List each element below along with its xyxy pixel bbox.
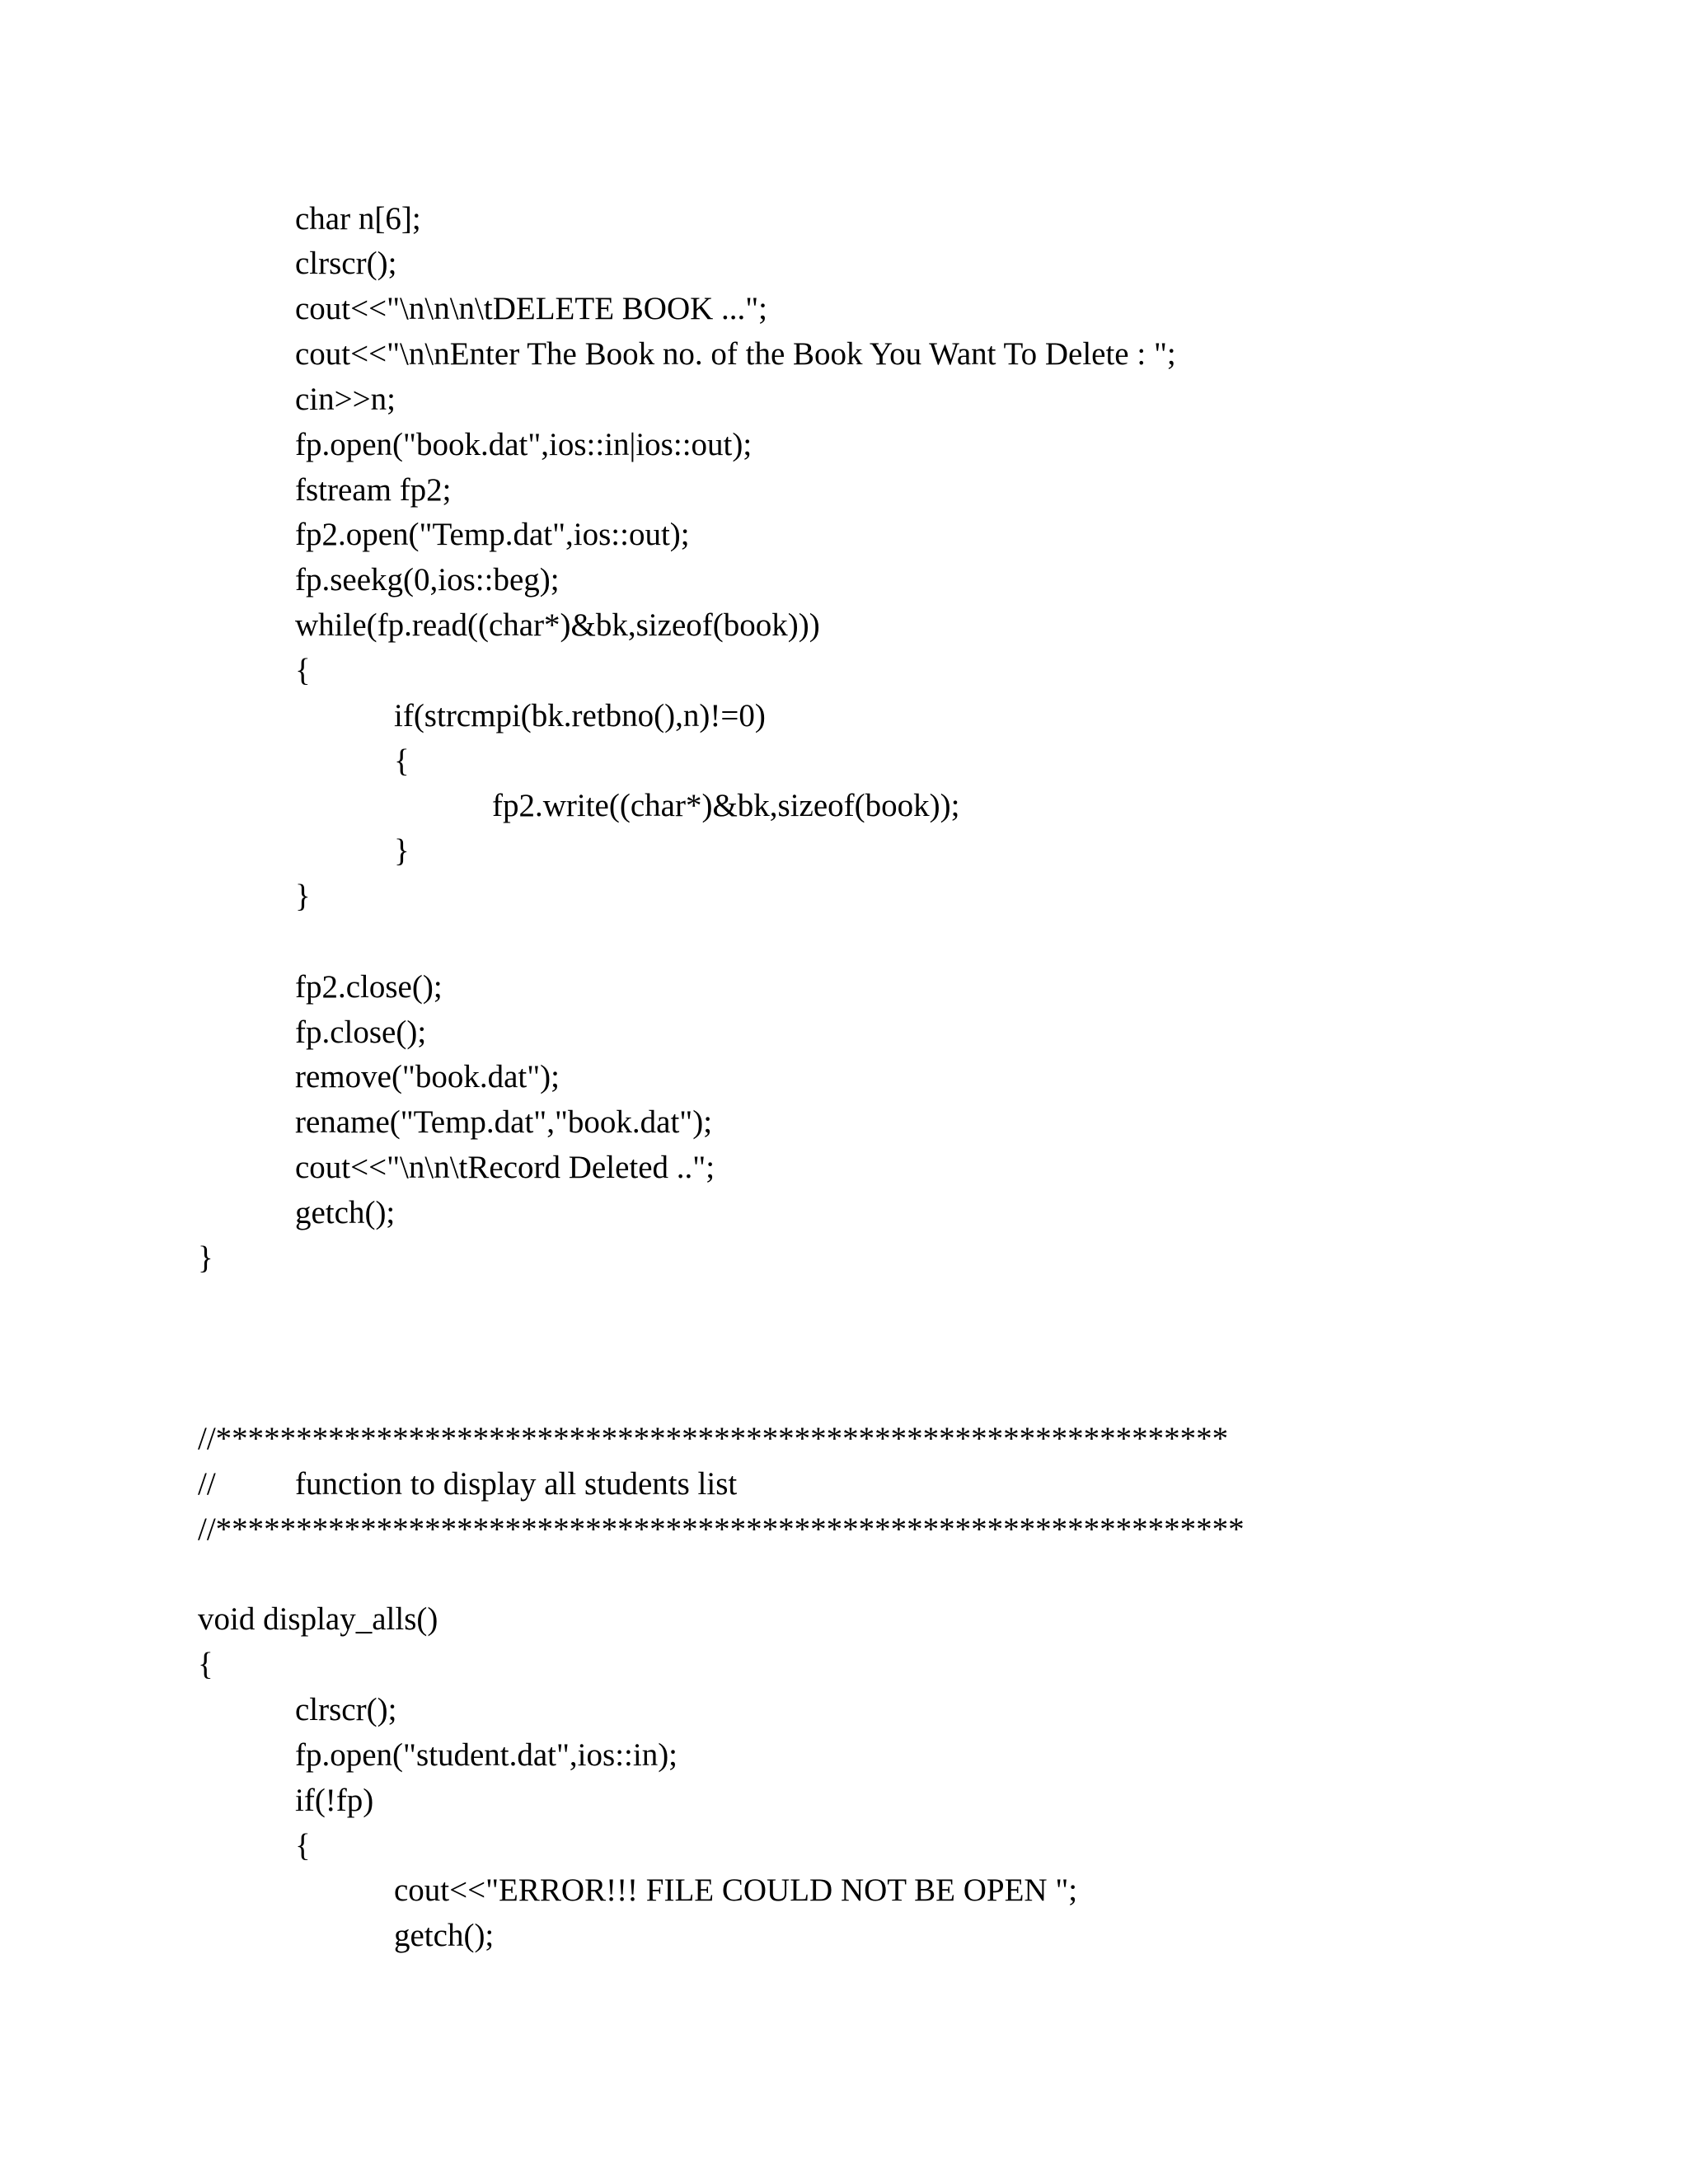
code-line: void display_alls() [198, 1601, 438, 1637]
code-line: while(fp.read((char*)&bk,sizeof(book))) [295, 607, 820, 643]
code-line: cout<<"\n\n\tRecord Deleted .."; [295, 1150, 715, 1185]
code-line: if(!fp) [295, 1783, 374, 1818]
code-line: clrscr(); [295, 1692, 397, 1727]
code-line: { [198, 1647, 213, 1682]
code-line: char n[6]; [295, 201, 421, 237]
code-line: fp.open("student.dat",ios::in); [295, 1737, 678, 1773]
code-line: if(strcmpi(bk.retbno(),n)!=0) [394, 698, 766, 733]
code-line: { [394, 743, 410, 779]
comment-line: // [198, 1466, 216, 1502]
code-line: fp.open("book.dat",ios::in|ios::out); [295, 427, 753, 462]
code-line: fp2.close(); [295, 969, 443, 1005]
code-line: remove("book.dat"); [295, 1059, 560, 1094]
code-line: } [198, 1240, 213, 1276]
comment-line: //**************************************************************** [198, 1511, 1245, 1547]
code-line: cout<<"\n\n\n\tDELETE BOOK ..."; [295, 291, 768, 326]
code-line: } [394, 833, 410, 869]
code-line: cout<<"ERROR!!! FILE COULD NOT BE OPEN "; [394, 1872, 1078, 1908]
code-line: fp2.open("Temp.dat",ios::out); [295, 517, 690, 552]
code-line: rename("Temp.dat","book.dat"); [295, 1104, 713, 1140]
code-line: } [295, 879, 311, 914]
code-line: { [295, 653, 311, 688]
code-line: fp.close(); [295, 1015, 427, 1050]
code-line: fp2.write((char*)&bk,sizeof(book)); [492, 788, 960, 823]
code-line: fp.seekg(0,ios::beg); [295, 562, 560, 598]
code-line: fstream fp2; [295, 472, 452, 508]
comment-text: function to display all students list [295, 1466, 738, 1502]
code-line: getch(); [394, 1918, 495, 1953]
comment-line: //*************************************************************** [198, 1421, 1229, 1456]
code-line: clrscr(); [295, 246, 397, 281]
code-line: cout<<"\n\nEnter The Book no. of the Book You Want To Delete : "; [295, 336, 1176, 372]
code-line: getch(); [295, 1195, 396, 1230]
code-line: cin>>n; [295, 382, 396, 417]
code-line: { [295, 1828, 311, 1863]
